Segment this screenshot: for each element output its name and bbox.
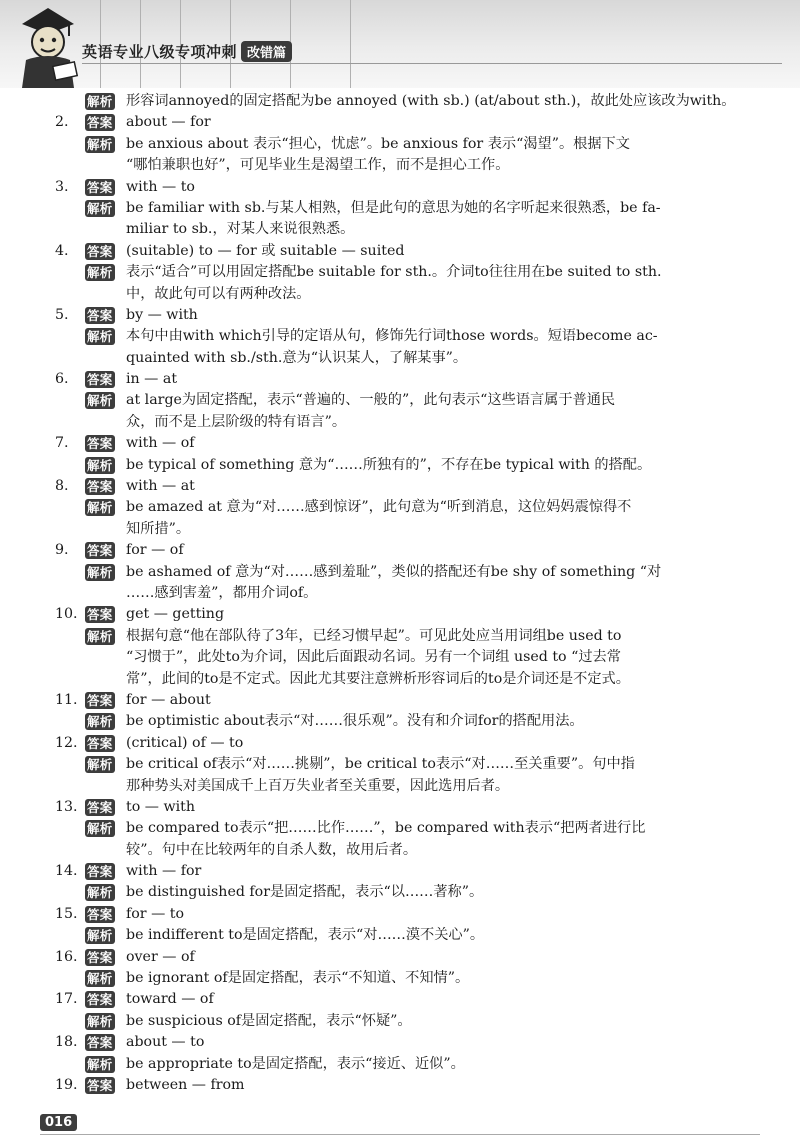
analysis-line (0, 262, 800, 283)
line-text: quainted with sb./sth.意为“认识某人，了解某事”。 (126, 349, 468, 366)
page-number: 016 (40, 1114, 77, 1131)
answer-line (0, 177, 800, 198)
analysis-line (0, 134, 800, 155)
answer-badge: 答案 (87, 1035, 113, 1051)
answer-line (0, 904, 800, 925)
line-text: in — at (126, 371, 178, 388)
analysis-line (0, 754, 800, 775)
answer-line (0, 947, 800, 968)
line-text: 本句中由with which引导的定语从句，修饰先行词those words。短语become ac- (126, 328, 658, 345)
line-text: be appropriate to是固定搭配，表示“接近、近似”。 (126, 1055, 465, 1072)
line-text: 常”，此间的to是不定式。因此尤其要注意辨析形容词后的to是介词还是不定式。 (126, 670, 630, 687)
line-text: with — to (126, 178, 195, 195)
line-text: by — with (126, 306, 198, 323)
item-number: 8. (55, 478, 69, 495)
item-number: 3. (55, 178, 69, 195)
answer-badge: 答案 (87, 243, 113, 259)
analysis-badge: 解析 (87, 329, 113, 345)
answer-line (0, 989, 800, 1010)
line-text: (critical) of — to (126, 734, 244, 751)
answer-badge: 答案 (87, 372, 113, 388)
analysis-badge: 解析 (87, 714, 113, 730)
line-text: for — about (126, 691, 211, 708)
analysis-line (0, 91, 800, 112)
continuation-line (0, 284, 800, 305)
line-text: with — at (126, 478, 195, 495)
header-divider (82, 63, 782, 64)
line-text: 表示“适合”可以用固定搭配be suitable for sth.。介词to往往用在be suited to sth. (126, 264, 662, 281)
line-text: 中，故此句可以有两种改法。 (126, 285, 311, 302)
answer-line (0, 112, 800, 133)
analysis-line (0, 455, 800, 476)
answer-badge: 答案 (87, 735, 113, 751)
line-text: 根据句意“他在部队待了3年，已经习惯早起”。可见此处应当用词组be used to (126, 627, 622, 644)
line-text: at large为固定搭配，表示“普遍的、一般的”，此句表示“这些语言属于普通民 (126, 392, 616, 409)
header-title: 英语专业八级专项冲刺 (82, 42, 238, 61)
answer-line (0, 797, 800, 818)
item-number: 10. (55, 606, 78, 623)
answer-badge: 答案 (87, 479, 113, 495)
answer-line (0, 1032, 800, 1053)
analysis-badge: 解析 (87, 500, 113, 516)
analysis-badge: 解析 (87, 1056, 113, 1072)
line-text: ……感到害羞”，都用介词of。 (126, 584, 318, 601)
analysis-badge: 解析 (87, 885, 113, 901)
continuation-line (0, 647, 800, 668)
cartoon-mascot-icon (8, 4, 88, 88)
line-text: be suspicious of是固定搭配，表示“怀疑”。 (126, 1012, 412, 1029)
answer-line (0, 241, 800, 262)
answer-line (0, 733, 800, 754)
answer-badge: 答案 (87, 864, 113, 880)
item-number: 6. (55, 371, 69, 388)
answer-line (0, 861, 800, 882)
answer-line (0, 1075, 800, 1096)
item-number: 15. (55, 905, 78, 922)
line-text: be optimistic about表示“对……很乐观”。没有和介词for的搭配用法。 (126, 713, 584, 730)
continuation-line (0, 583, 800, 604)
line-text: 较”。句中在比较两年的自杀人数，故用后者。 (126, 841, 418, 858)
answer-line (0, 369, 800, 390)
item-number: 5. (55, 306, 69, 323)
analysis-line (0, 562, 800, 583)
analysis-badge: 解析 (87, 564, 113, 580)
analysis-badge: 解析 (87, 628, 113, 644)
answer-line (0, 604, 800, 625)
line-text: 知所措”。 (126, 520, 191, 537)
answer-line (0, 476, 800, 497)
line-text: (suitable) to — for 或 suitable — suited (126, 242, 405, 259)
item-number: 4. (55, 242, 69, 259)
item-number: 13. (55, 798, 78, 815)
answer-badge: 答案 (87, 949, 113, 965)
continuation-line (0, 219, 800, 240)
analysis-badge: 解析 (87, 200, 113, 216)
answer-badge: 答案 (87, 436, 113, 452)
item-number: 16. (55, 948, 78, 965)
answer-badge: 答案 (87, 906, 113, 922)
item-number: 18. (55, 1034, 78, 1051)
line-text: for — of (126, 542, 184, 559)
analysis-badge: 解析 (87, 928, 113, 944)
answer-line (0, 540, 800, 561)
analysis-badge: 解析 (87, 971, 113, 987)
item-number: 9. (55, 542, 69, 559)
line-text: be compared to表示“把……比作……”，be compared with表示“把两者进行比 (126, 820, 646, 837)
analysis-line (0, 1011, 800, 1032)
analysis-line (0, 390, 800, 411)
analysis-badge: 解析 (87, 265, 113, 281)
continuation-line (0, 669, 800, 690)
item-number: 17. (55, 991, 78, 1008)
analysis-badge: 解析 (87, 757, 113, 773)
item-number: 2. (55, 114, 69, 131)
analysis-badge: 解析 (87, 393, 113, 409)
analysis-badge: 解析 (87, 94, 113, 109)
analysis-line (0, 711, 800, 732)
line-text: “习惯于”，此处to为介词，因此后面跟动名词。另有一个词组 used to “过去常 (126, 649, 621, 666)
analysis-badge: 解析 (87, 136, 113, 152)
page-header (0, 0, 800, 88)
analysis-line (0, 626, 800, 647)
continuation-line (0, 348, 800, 369)
line-text: be ashamed of 意为“对……感到羞耻”，类似的搭配还有be shy of something “对 (126, 563, 662, 580)
header-tag: 改错篇 (241, 41, 292, 62)
line-text: with — for (126, 863, 202, 880)
line-text: be amazed at 意为“对……感到惊讶”，此句意为“听到消息，这位妈妈震惊得不 (126, 499, 632, 516)
line-text: be indifferent to是固定搭配，表示“对……漠不关心”。 (126, 927, 485, 944)
item-number: 14. (55, 863, 78, 880)
answer-badge: 答案 (87, 115, 113, 131)
line-text: be distinguished for是固定搭配，表示“以……著称”。 (126, 884, 484, 901)
answer-badge: 答案 (87, 692, 113, 708)
analysis-line (0, 818, 800, 839)
line-text: miliar to sb.，对某人来说很熟悉。 (126, 221, 355, 238)
header-banner (82, 40, 292, 62)
answer-badge: 答案 (87, 992, 113, 1008)
answer-line (0, 305, 800, 326)
footer-divider (40, 1134, 760, 1135)
answer-line (0, 690, 800, 711)
continuation-line (0, 776, 800, 797)
line-text: toward — of (126, 991, 214, 1008)
answer-line (0, 433, 800, 454)
analysis-line (0, 198, 800, 219)
line-text: for — to (126, 905, 185, 922)
analysis-badge: 解析 (87, 457, 113, 473)
answer-badge: 答案 (87, 1077, 113, 1093)
line-text: to — with (126, 798, 195, 815)
analysis-line (0, 1054, 800, 1075)
line-text: be ignorant of是固定搭配，表示“不知道、不知情”。 (126, 970, 470, 987)
continuation-line (0, 155, 800, 176)
analysis-line (0, 326, 800, 347)
analysis-line (0, 968, 800, 989)
line-text: 形容词annoyed的固定搭配为be annoyed (with sb.) (at/about sth.)，故此处应该改为with。 (126, 93, 736, 109)
continuation-line (0, 840, 800, 861)
line-text: be anxious about 表示“担心，忧虑”。be anxious for 表示“渴望”。根据下文 (126, 135, 630, 152)
line-text: 众，而不是上层阶级的特有语言”。 (126, 413, 347, 430)
analysis-line (0, 497, 800, 518)
line-text: over — of (126, 948, 195, 965)
line-text: with — of (126, 435, 195, 452)
item-number: 12. (55, 734, 78, 751)
line-text: “哪怕兼职也好”，可见毕业生是渴望工作，而不是担心工作。 (126, 157, 510, 174)
item-number: 11. (55, 691, 78, 708)
line-text: about — to (126, 1034, 205, 1051)
analysis-badge: 解析 (87, 821, 113, 837)
analysis-line (0, 925, 800, 946)
continuation-line (0, 519, 800, 540)
line-text: about — for (126, 114, 211, 131)
answer-badge: 答案 (87, 607, 113, 623)
line-text: between — from (126, 1076, 245, 1093)
analysis-badge: 解析 (87, 1013, 113, 1029)
line-text: be critical of表示“对……挑剔”，be critical to表示“对……至关重要”。句中指 (126, 756, 635, 773)
answer-badge: 答案 (87, 799, 113, 815)
line-text: get — getting (126, 606, 225, 623)
continuation-line (0, 412, 800, 433)
answer-badge: 答案 (87, 179, 113, 195)
answer-list (0, 91, 800, 1096)
line-text: 那种势头对美国成千上百万失业者至关重要，因此选用后者。 (126, 777, 510, 794)
item-number: 19. (55, 1076, 78, 1093)
answer-badge: 答案 (87, 543, 113, 559)
line-text: be familiar with sb.与某人相熟，但是此句的意思为她的名字听起来很熟悉，be fa- (126, 199, 661, 216)
line-text: be typical of something 意为“……所独有的”，不存在be typical with 的搭配。 (126, 456, 652, 473)
answer-badge: 答案 (87, 307, 113, 323)
item-number: 7. (55, 435, 69, 452)
analysis-line (0, 882, 800, 903)
